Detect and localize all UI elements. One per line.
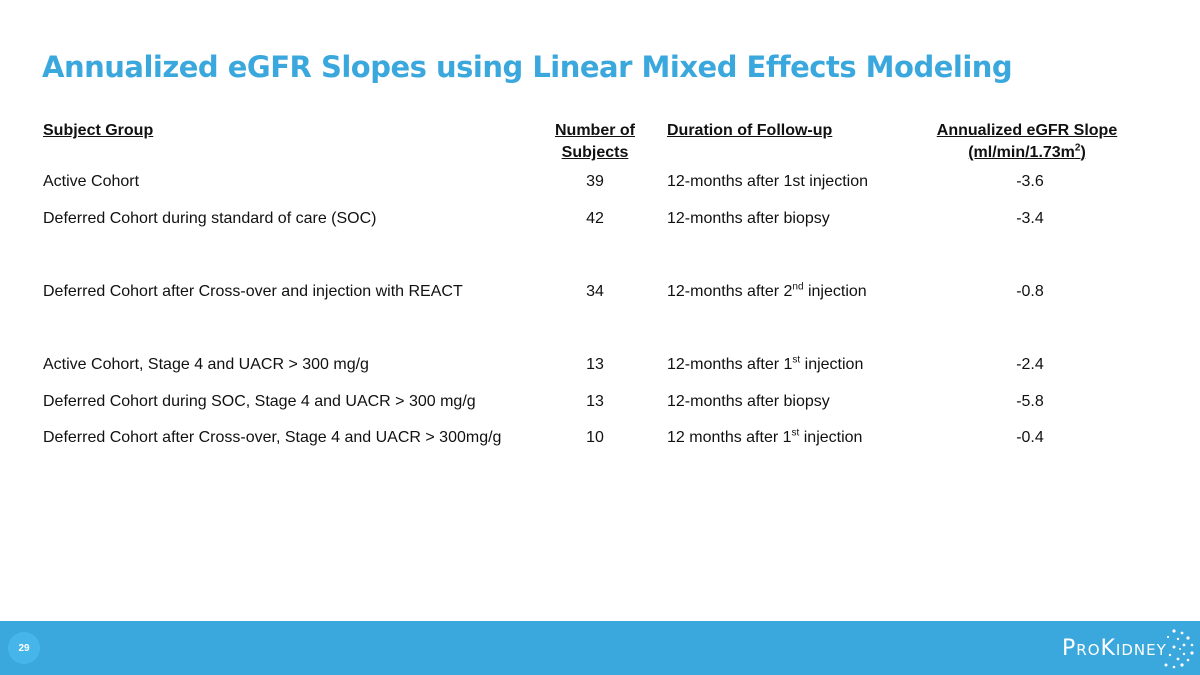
cell-group: Deferred Cohort during standard of care (SOC) [43, 210, 377, 227]
cell-duration-text: 12-months after 1st injection [667, 173, 868, 190]
logo-text: ProKidney [1062, 635, 1167, 661]
cell-slope: -3.6 [1016, 173, 1044, 190]
header-slope-line2-pre: (ml/min/1.73m [968, 144, 1075, 161]
cell-duration-sup: nd [792, 281, 804, 293]
cell-duration-text: 12-months after biopsy [667, 393, 830, 410]
header-duration: Duration of Follow-up [667, 122, 833, 139]
cell-duration-post: injection [803, 283, 867, 300]
header-slope [918, 120, 1136, 164]
prokidney-logo [1062, 633, 1167, 663]
logo-dots-icon [1152, 627, 1196, 671]
header-number-of-subjects [545, 120, 645, 164]
cell-duration-text: 12-months after biopsy [667, 210, 830, 227]
cell-group: Active Cohort [43, 173, 140, 190]
cell-duration [667, 172, 868, 192]
page-number: 29 [8, 632, 40, 664]
cell-count: 10 [586, 429, 604, 446]
cell-duration-post: injection [800, 356, 864, 373]
header-slope-line2-post: ) [1080, 144, 1086, 161]
cell-group: Deferred Cohort after Cross-over and injection with REACT [43, 283, 463, 300]
cell-duration [667, 282, 867, 302]
cell-duration [667, 428, 862, 448]
cell-slope: -2.4 [1016, 356, 1044, 373]
cell-duration-sup: st [791, 427, 800, 439]
header-slope-sup: 2 [1074, 142, 1081, 154]
cell-count: 42 [586, 210, 604, 227]
header-slope-line1: Annualized eGFR Slope [936, 122, 1118, 139]
cell-group: Deferred Cohort during SOC, Stage 4 and UACR > 300 mg/g [43, 393, 476, 410]
cell-duration [667, 209, 830, 229]
cell-slope: -3.4 [1016, 210, 1044, 227]
cell-slope: -0.8 [1016, 283, 1044, 300]
cell-count: 39 [586, 173, 604, 190]
cell-duration-post: injection [799, 429, 863, 446]
header-count-line1: Number of [555, 122, 635, 139]
cell-group: Active Cohort, Stage 4 and UACR > 300 mg/g [43, 356, 369, 373]
cell-slope: -0.4 [1016, 429, 1044, 446]
cell-duration [667, 392, 830, 412]
footer-bar [0, 621, 1200, 675]
header-subject-group: Subject Group [43, 122, 154, 139]
page-title: Annualized eGFR Slopes using Linear Mixed Effects Modeling [42, 50, 1013, 84]
cell-duration-text: 12 months after 1 [667, 429, 792, 446]
cell-count: 34 [586, 283, 604, 300]
cell-duration [667, 355, 863, 375]
cell-group: Deferred Cohort after Cross-over, Stage 4 and UACR > 300mg/g [43, 429, 502, 446]
cell-duration-sup: st [792, 354, 801, 366]
header-count-line2: Subjects [561, 144, 629, 161]
cell-count: 13 [586, 393, 604, 410]
cell-count: 13 [586, 356, 604, 373]
cell-slope: -5.8 [1016, 393, 1044, 410]
cell-duration-text: 12-months after 2 [667, 283, 793, 300]
cell-duration-text: 12-months after 1 [667, 356, 793, 373]
